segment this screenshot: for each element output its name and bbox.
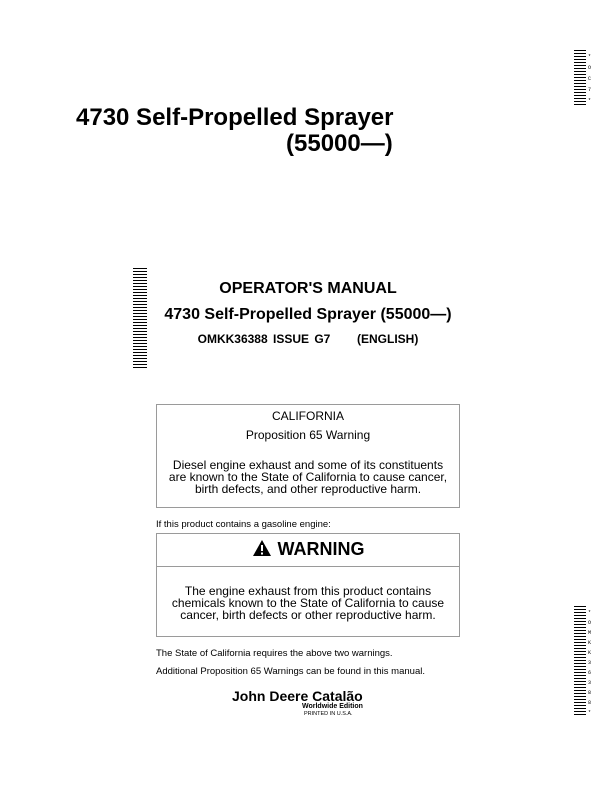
barcode-bar xyxy=(133,292,147,293)
warning-triangle-icon xyxy=(252,539,272,557)
barcode-bar xyxy=(574,50,586,51)
barcode-bar xyxy=(133,283,147,284)
proposition-65-heading: Proposition 65 Warning xyxy=(245,428,371,442)
manual-language: (ENGLISH) xyxy=(357,332,419,346)
barcode-bar xyxy=(574,711,586,712)
barcode-bar xyxy=(574,65,586,66)
barcode-bar xyxy=(133,337,147,338)
top-right-barcode-text: * O C 7 * xyxy=(588,54,592,104)
barcode-bar xyxy=(133,355,147,356)
barcode-bar xyxy=(574,95,586,96)
barcode-bar xyxy=(574,630,586,631)
publisher-brand: John Deere Catalão xyxy=(232,688,363,704)
barcode-bar xyxy=(574,621,586,622)
document-title-line1: 4730 Self-Propelled Sprayer xyxy=(76,104,394,131)
gasoline-note: If this product contains a gasoline engine: xyxy=(156,519,331,530)
barcode-bar xyxy=(574,633,586,634)
barcode-bar xyxy=(574,672,586,673)
barcode-bar xyxy=(133,352,147,353)
barcode-bar xyxy=(574,636,586,637)
barcode-bar xyxy=(574,642,586,643)
barcode-bar xyxy=(574,80,586,81)
barcode-bar xyxy=(574,681,586,682)
barcode-bar xyxy=(133,289,147,290)
barcode-bar xyxy=(133,271,147,272)
barcode-bar xyxy=(574,77,586,78)
barcode-bar xyxy=(574,702,586,703)
barcode-bar xyxy=(574,104,586,105)
barcode-bar xyxy=(574,657,586,658)
barcode-bar xyxy=(133,298,147,299)
barcode-bar xyxy=(574,62,586,63)
barcode-bar xyxy=(574,687,586,688)
barcode-bar xyxy=(133,316,147,317)
california-text-line: birth defects, and other reproductive harm. xyxy=(194,482,422,496)
barcode-bar xyxy=(133,361,147,362)
california-heading: CALIFORNIA xyxy=(271,409,344,423)
barcode-bar xyxy=(574,675,586,676)
barcode-bar xyxy=(574,101,586,102)
barcode-bar xyxy=(574,606,586,607)
barcode-bar xyxy=(133,301,147,302)
barcode-bar xyxy=(133,280,147,281)
barcode-bar xyxy=(574,92,586,93)
manual-subtitle: 4730 Self-Propelled Sprayer (55000—) xyxy=(164,306,452,323)
barcode-bar xyxy=(574,59,586,60)
barcode-bar xyxy=(574,609,586,610)
barcode-bar xyxy=(574,639,586,640)
barcode-bar xyxy=(133,313,147,314)
barcode-bar xyxy=(574,663,586,664)
barcode-bar xyxy=(574,660,586,661)
california-text-line: are known to the State of California to cause cancer, xyxy=(168,470,448,484)
warning-header xyxy=(156,533,460,567)
barcode-bar xyxy=(133,325,147,326)
california-text-line: Diesel engine exhaust and some of its constituents xyxy=(172,458,444,472)
barcode-bar xyxy=(133,346,147,347)
barcode-bar xyxy=(574,708,586,709)
barcode-bar xyxy=(574,612,586,613)
barcode-bar xyxy=(574,699,586,700)
barcode-bar xyxy=(133,310,147,311)
barcode-bar xyxy=(574,705,586,706)
barcode-bar xyxy=(574,74,586,75)
barcode-bar xyxy=(574,618,586,619)
warning-title-row xyxy=(157,539,459,560)
barcode-bar xyxy=(133,364,147,365)
barcode-bar xyxy=(574,624,586,625)
barcode-bar xyxy=(574,645,586,646)
barcode-bar xyxy=(574,627,586,628)
barcode-bar xyxy=(574,98,586,99)
barcode-bar xyxy=(133,334,147,335)
barcode-bar xyxy=(574,690,586,691)
edition-label: Worldwide Edition xyxy=(302,703,363,710)
warning-text-line: cancer, birth defects or other reproductive harm. xyxy=(180,608,436,622)
barcode-bar xyxy=(133,343,147,344)
document-title-line2: (55000—) xyxy=(286,130,393,157)
barcode-bar xyxy=(133,304,147,305)
left-barcode xyxy=(133,268,147,370)
barcode-bar xyxy=(133,349,147,350)
bottom-right-barcode xyxy=(574,606,594,716)
barcode-bar xyxy=(574,86,586,87)
barcode-bar xyxy=(133,358,147,359)
barcode-bar xyxy=(133,319,147,320)
barcode-bar xyxy=(574,89,586,90)
warning-text-line: The engine exhaust from this product contains xyxy=(184,584,432,598)
barcode-bar xyxy=(133,286,147,287)
bottom-right-barcode-text: * O M K K 3 6 3 8 8 * xyxy=(588,610,592,716)
top-right-barcode xyxy=(574,50,594,106)
barcode-bar xyxy=(133,331,147,332)
barcode-bar xyxy=(133,274,147,275)
barcode-bar xyxy=(574,678,586,679)
manual-type: OPERATOR'S MANUAL xyxy=(219,280,397,297)
barcode-bar xyxy=(133,340,147,341)
barcode-bar xyxy=(574,654,586,655)
barcode-bar xyxy=(574,615,586,616)
barcode-bar xyxy=(574,666,586,667)
barcode-bar xyxy=(574,651,586,652)
warning-title: WARNING xyxy=(277,539,365,559)
barcode-bar xyxy=(133,367,147,368)
state-requirement-note: The State of California requires the above two warnings. xyxy=(156,648,393,659)
barcode-bar xyxy=(133,268,147,269)
warning-body xyxy=(156,567,460,637)
barcode-bar xyxy=(133,322,147,323)
california-warning-box xyxy=(156,404,460,508)
barcode-bar xyxy=(574,648,586,649)
barcode-bar xyxy=(574,696,586,697)
barcode-bar xyxy=(133,295,147,296)
barcode-bar xyxy=(574,53,586,54)
barcode-bar xyxy=(574,56,586,57)
manual-code-line xyxy=(150,332,466,346)
warning-text-line: chemicals known to the State of California to cause xyxy=(171,596,445,610)
barcode-bar xyxy=(574,83,586,84)
barcode-bar xyxy=(574,669,586,670)
barcode-bar xyxy=(133,307,147,308)
barcode-bar xyxy=(574,68,586,69)
printed-in-label: PRINTED IN U.S.A. xyxy=(304,711,353,717)
barcode-bar xyxy=(574,71,586,72)
manual-code: OMKK36388 ISSUE G7 xyxy=(197,332,331,346)
barcode-bar xyxy=(574,693,586,694)
additional-warnings-note: Additional Proposition 65 Warnings can be found in this manual. xyxy=(156,666,425,677)
barcode-bar xyxy=(574,714,586,715)
barcode-bar xyxy=(133,277,147,278)
barcode-bar xyxy=(133,328,147,329)
barcode-bar xyxy=(574,684,586,685)
